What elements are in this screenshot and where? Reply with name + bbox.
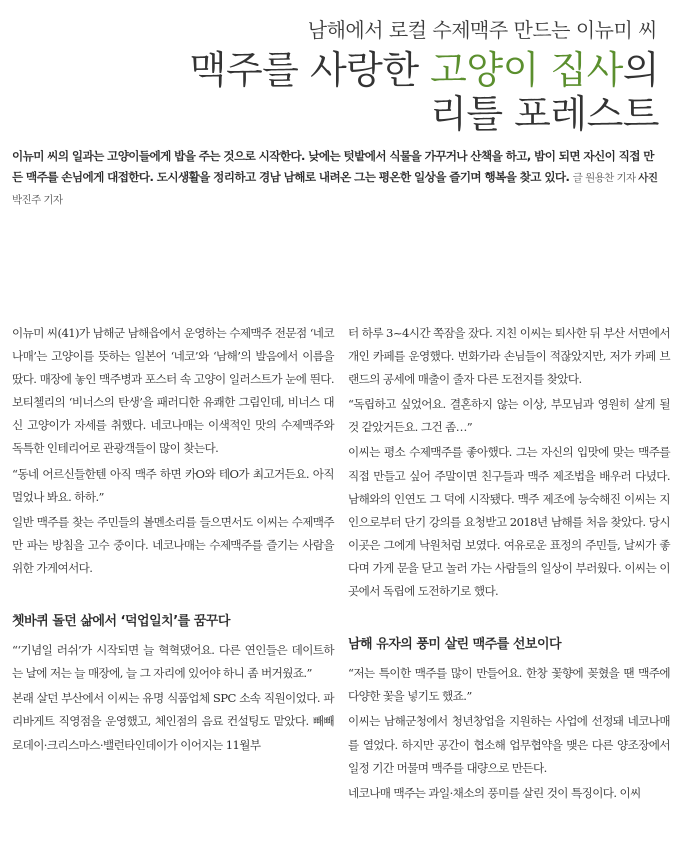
quote: “동네 어르신들한텐 아직 맥주 하면 카O와 테O가 최고거든요. 아직 멀었나 봐요. 하하.” [12,466,334,504]
article-title-line2: 리틀 포레스트 [430,92,659,136]
paragraph: 이뉴미 씨(41)가 남해군 남해읍에서 운영하는 수제맥주 전문점 ‘네코나매’는 고양이를 뜻하는 일본어 ‘네코’와 ‘남해’의 발음에서 이름을 땄다. 매장에 놓인 맥주병과 포스터 속 고양이 일러스트가 눈에 띈다. 보티첼리의 ‘비너스의 탄생’을 패러디한 유쾌한 그림인데, 비너스 대신 고양이가 자세를 취했다. 네코나매는 이색적인 맛의 수제맥주와 독특한 인테리어로 관광객들이 많이 찾는다. [12,326,334,456]
paragraph: 일반 맥주를 찾는 주민들의 볼멘소리를 들으면서도 이씨는 수제맥주만 파는 방침을 고수 중이다. 네코나매는 수제맥주를 즐기는 사람을 위한 가게여서다. [12,514,334,575]
paragraph: 터 하루 3~4시간 쪽잠을 잤다. 지친 이씨는 퇴사한 뒤 부산 서면에서 개인 카페를 운영했다. 번화가라 손님들이 적잖았지만, 저가 카페 브랜드의 공세에 매출이 줄자 다른 도전지를 찾았다. [348,326,670,387]
byline-writer-label: 글 [572,172,583,184]
quote: “‘기념일 러쉬’가 시작되면 늘 혁혁댔어요. 다른 연인들은 데이트하는 날에 저는 늘 매장에, 늘 그 자리에 있어야 하니 좀 버거웠죠.” [12,643,334,681]
article-subtitle: 남해에서 로컬 수제맥주 만드는 이뉴미 씨 [307,18,657,42]
quote: “저는 특이한 맥주를 많이 만들어요. 한창 꽃향에 꽂혔을 땐 맥주에 다양한 꽃을 넣기도 했죠.” [348,666,670,704]
paragraph: 이씨는 평소 수제맥주를 좋아했다. 그는 자신의 입맛에 맞는 맥주를 직접 만들고 싶어 주말이면 친구들과 맥주 제조법을 배우러 다녔다. 남해와의 인연도 그 덕에 시작됐다. 맥주 제조에 능숙해진 이씨는 지인으로부터 단기 강의를 요청받고 2018년 남해를 처음 찾았다. 당시 이곳은 그에게 낙원처럼 보였다. 여유로운 표정의 주민들, 날씨가 좋다며 가게 문을 닫고 놀러 가는 사람들의 일상이 부러웠다. 이씨는 이곳에서 독립에 도전하기로 했다. [348,445,670,599]
section-heading: 남해 유자의 풍미 살린 맥주를 선보이다 [348,637,562,653]
paragraph: 이씨는 남해군청에서 청년창업을 지원하는 사업에 선정돼 네코나매를 열었다. 하지만 공간이 협소해 업무협약을 맺은 다른 양조장에서 일정 기간 머물며 맥주를 대량으로 만든다. [348,714,670,775]
byline-photo-label: 사진 [638,172,658,184]
byline-photo: 박진주 기자 [12,194,63,206]
article-title-line1 [190,48,659,92]
body-column-left [12,322,334,759]
body-column-right [348,322,670,807]
lead-text: 이뉴미 씨의 일과는 고양이들에게 밥을 주는 것으로 시작한다. 낮에는 텃밭에서 식물을 가꾸거나 산책을 하고, 밤이 되면 자신이 직접 만든 맥주를 손님에게 대접한다. 도시생활을 정리하고 경남 남해로 내려온 그는 평온한 일상을 즐기며 행복을 찾고 있다. [12,149,654,184]
title-part-c: 의 [622,48,659,92]
title-part-highlight: 고양이 집사 [430,48,623,92]
title-part-a: 맥주를 사랑한 [189,48,431,92]
paragraph: 본래 살던 부산에서 이씨는 유명 식품업체 SPC 소속 직원이었다. 파리바게트 직영점을 운영했고, 체인점의 음료 컨설팅도 맡았다. 빼빼로데이·크리스마스·밸런타인데이가 이어지는 11월부 [12,691,334,752]
article-lead [12,146,664,211]
quote: “독립하고 싶었어요. 결혼하지 않는 이상, 부모님과 영원히 살게 될 것 같았거든요. 그건 좀…” [348,397,670,435]
paragraph: 네코나매 맥주는 과일·채소의 풍미를 살린 것이 특징이다. 이씨 [348,785,641,800]
byline-writer: 원용찬 기자 [585,172,636,184]
section-heading: 쳇바퀴 돌던 삶에서 ‘덕업일치’를 꿈꾸다 [12,614,230,630]
